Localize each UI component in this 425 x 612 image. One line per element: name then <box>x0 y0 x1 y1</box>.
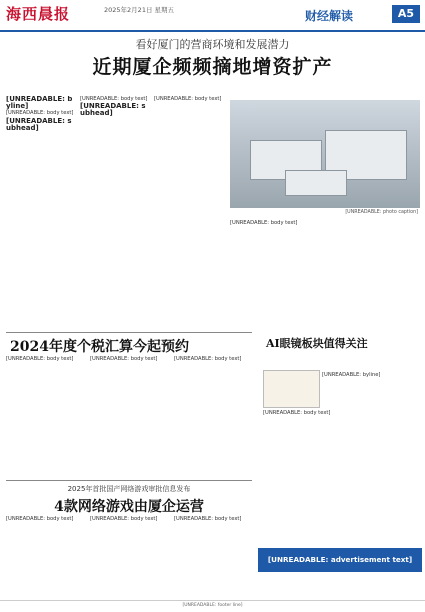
section-title: 财经解读 <box>305 9 354 23</box>
advertisement-banner: [UNREADABLE: advertisement text] <box>258 548 422 572</box>
divider <box>6 332 252 333</box>
games-column-2 <box>90 516 168 598</box>
games-col3-text: [UNREADABLE: body text] <box>174 516 242 522</box>
games-col1-text: [UNREADABLE: body text] <box>6 516 74 522</box>
columnist-signature <box>263 370 320 408</box>
games-column-3 <box>174 516 254 598</box>
lead-subhead-1: [UNREADABLE: subhead] <box>6 116 72 132</box>
page-footer: [UNREADABLE: footer line] <box>0 600 425 612</box>
lead-col4-text: [UNREADABLE: body text] <box>230 220 298 226</box>
ai-byline <box>322 372 420 402</box>
divider <box>6 480 252 481</box>
lead-col2-text: [UNREADABLE: body text] <box>80 96 148 102</box>
games-column-1 <box>6 516 84 598</box>
tax-column-3 <box>174 356 252 476</box>
games-headline: 4款网络游戏由厦企运营 <box>54 499 204 515</box>
factory-photo <box>230 100 420 208</box>
lead-col1-text: [UNREADABLE: body text] <box>6 110 74 117</box>
tax-col1-text: [UNREADABLE: body text] <box>6 356 74 362</box>
tax-column-1 <box>6 356 84 476</box>
lead-column-1 <box>6 96 74 328</box>
lead-column-2 <box>80 96 148 328</box>
lead-kicker: 看好厦门的营商环境和发展潜力 <box>135 38 290 51</box>
lead-column-4 <box>230 220 420 328</box>
ai-headline: AI眼镜板块值得关注 <box>266 337 368 350</box>
games-kicker: 2025年首批国产网络游戏审批信息发布 <box>67 485 191 493</box>
issue-date: 2025年2月21日 星期五 <box>104 6 175 14</box>
lead-subhead-2: [UNREADABLE: subhead] <box>80 102 146 118</box>
ai-col-text: [UNREADABLE: body text] <box>263 410 331 416</box>
newspaper-logo: 海西晨报 <box>6 5 71 23</box>
games-col2-text: [UNREADABLE: body text] <box>90 516 158 522</box>
ai-column <box>263 410 421 542</box>
lead-col3-text: [UNREADABLE: body text] <box>154 96 222 102</box>
lead-headline: 近期厦企频频摘地增资扩产 <box>92 56 333 78</box>
photo-caption: [UNREADABLE: photo caption] <box>345 210 418 215</box>
lead-column-3 <box>154 96 224 328</box>
ai-byline-text: [UNREADABLE: byline] <box>322 372 381 378</box>
lead-byline: [UNREADABLE: byline] <box>6 96 73 111</box>
tax-column-2 <box>90 356 168 476</box>
tax-col2-text: [UNREADABLE: body text] <box>90 356 158 362</box>
tax-headline: 2024年度个税汇算今起预约 <box>10 339 189 355</box>
tax-col3-text: [UNREADABLE: body text] <box>174 356 242 362</box>
page-number-badge: A5 <box>392 5 420 23</box>
